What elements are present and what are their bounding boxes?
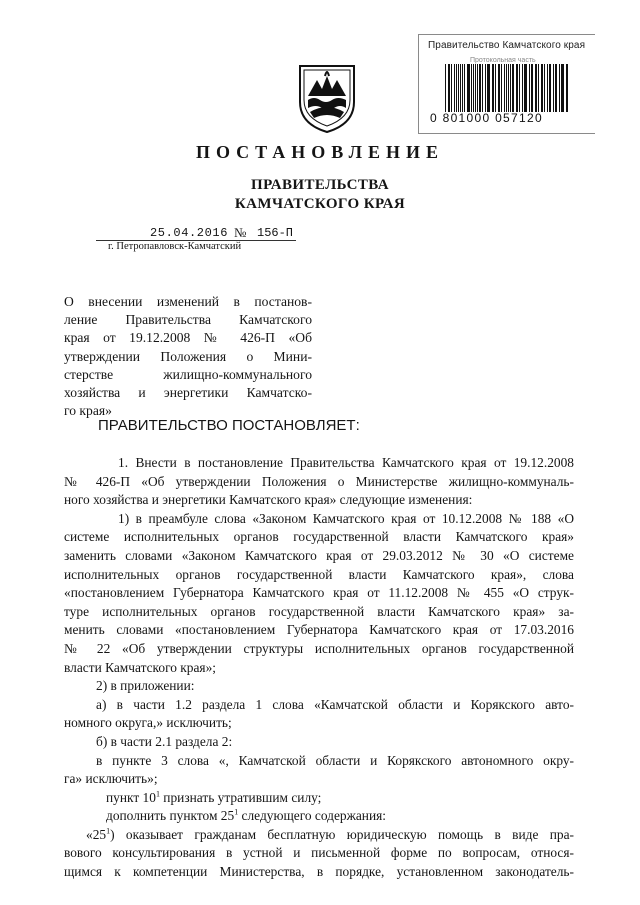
body-line-part: следующего содержания: [238, 808, 387, 824]
subject-line: ление Правительства Камчатского [64, 312, 312, 328]
barcode-bar [510, 64, 511, 112]
decree-number: 156-П [257, 226, 294, 240]
body-line: га» исключить»; [64, 771, 158, 787]
barcode-bar [550, 64, 551, 112]
barcode-bar [567, 64, 568, 112]
body-line: туре исполнительных органов государственной власти Камчатского края» за- [64, 603, 574, 619]
document-title: ПОСТАНОВЛЕНИЕ [195, 142, 445, 162]
body-line [64, 826, 574, 845]
decree-date: 25.04.2016 [150, 226, 229, 240]
subject-line: го края» [64, 403, 112, 419]
coat-of-arms-icon [296, 62, 358, 134]
body-line: а) в части 1.2 раздела 1 слова «Камчатской области и Корякского авто- [96, 696, 574, 712]
body-line: № 22 «Об утверждении структуры исполнительных органов государственной [64, 640, 574, 656]
body-line [64, 807, 574, 826]
barcode-bar [542, 64, 543, 112]
barcode-bar [480, 64, 481, 112]
barcode-bar [504, 64, 505, 112]
body-line: власти Камчатского края»; [64, 659, 216, 675]
body-line: щимся к компетенции Министерства, в порядке, установленном законодатель- [64, 864, 574, 880]
barcode-bar [475, 64, 476, 112]
barcode-bar [482, 64, 483, 112]
number-sign: № [234, 225, 247, 240]
superscript: 1 [106, 826, 111, 836]
body-line-part: признать утратившим силу; [159, 789, 322, 805]
body-line: в пункте 3 слова «, Камчатской области и Корякского автономного окру- [96, 752, 574, 768]
subject-block [64, 293, 312, 420]
barcode-bar [536, 64, 537, 112]
barcode-bar [517, 64, 518, 112]
org-name-line2: КАМЧАТСКОГО КРАЯ [234, 196, 406, 212]
subject-line: хозяйства и энергетики Камчатско- [64, 385, 312, 401]
barcode-bar [519, 64, 520, 112]
subject-line: края от 19.12.2008 № 426-П «Об [64, 330, 312, 346]
barcode-bar [529, 64, 530, 112]
body-line: № 426-П «Об утверждении Положения о Министерстве жилищно-коммуналь- [64, 473, 574, 489]
barcode-bar [451, 64, 452, 112]
body-line: «постановлением Губернатора Камчатского края от 11.12.2008 № 455 «О струк- [64, 585, 574, 601]
superscript: 1 [234, 807, 239, 817]
body-line: 1) в преамбуле слова «Законом Камчатского края от 10.12.2008 № 188 «О [118, 510, 574, 526]
body-line: б) в части 2.1 раздела 2: [96, 733, 233, 749]
body-line-part: дополнить пунктом 25 [106, 808, 235, 824]
subject-line: утверждении Положения о Мини- [64, 348, 312, 364]
body-line-part: «25 [86, 826, 107, 842]
barcode-bar [454, 64, 455, 112]
body-line: 1. Внести в постановление Правительства Камчатского края от 19.12.2008 [118, 455, 574, 470]
barcode-bar [525, 64, 526, 112]
superscript: 1 [155, 789, 160, 799]
body-line: номного округа,» исключить; [64, 715, 232, 731]
barcode-bar [445, 64, 446, 112]
barcode-bar [556, 64, 557, 112]
barcode-bar [493, 64, 494, 112]
body-line: системе исполнительных органов государственной власти Камчатского края» [64, 529, 574, 545]
body-line: вового консультирования в устной и письменной форме по вопросам, относя- [64, 845, 574, 861]
barcode-number: 0 801000 057120 [430, 111, 543, 125]
subject-line: стерстве жилищно-коммунального [64, 366, 312, 382]
body-line-part: пункт 10 [106, 789, 156, 805]
org-name-line1: ПРАВИТЕЛЬСТВА [251, 177, 389, 193]
barcode-bar [488, 64, 489, 112]
body-line: заменить словами «Законом Камчатского края от 29.03.2012 № 30 «О системе [64, 547, 574, 563]
body-line: исполнительных органов государственной власти Камчатского края», слова [64, 566, 574, 582]
decree-statement: ПРАВИТЕЛЬСТВО ПОСТАНОВЛЯЕТ: [98, 417, 360, 434]
barcode-bar [544, 64, 545, 112]
city: г. Петропавловск-Камчатский [108, 241, 242, 252]
subject-line: О внесении изменений в постанов- [64, 294, 312, 309]
stamp-subtitle: Протокольная часть [470, 57, 536, 64]
body-line-part: ) оказывает гражданам бесплатную юридическую помощь в виде пра- [110, 826, 574, 842]
body-line: 2) в приложении: [96, 678, 195, 694]
barcode [445, 64, 569, 112]
barcode-bar [464, 64, 465, 112]
stamp-title: Правительство Камчатского края [428, 40, 586, 51]
barcode-bar [562, 64, 563, 112]
barcode-bar [462, 64, 463, 112]
body-line: ного хозяйства и энергетики Камчатского края» следующие изменения: [64, 492, 473, 508]
barcode-bar [468, 64, 469, 112]
barcode-bar [499, 64, 500, 112]
body-line [64, 789, 574, 808]
document-body [64, 454, 574, 882]
body-line: менить словами «постановлением Губернатора Камчатского края от 17.03.2016 [64, 622, 574, 638]
